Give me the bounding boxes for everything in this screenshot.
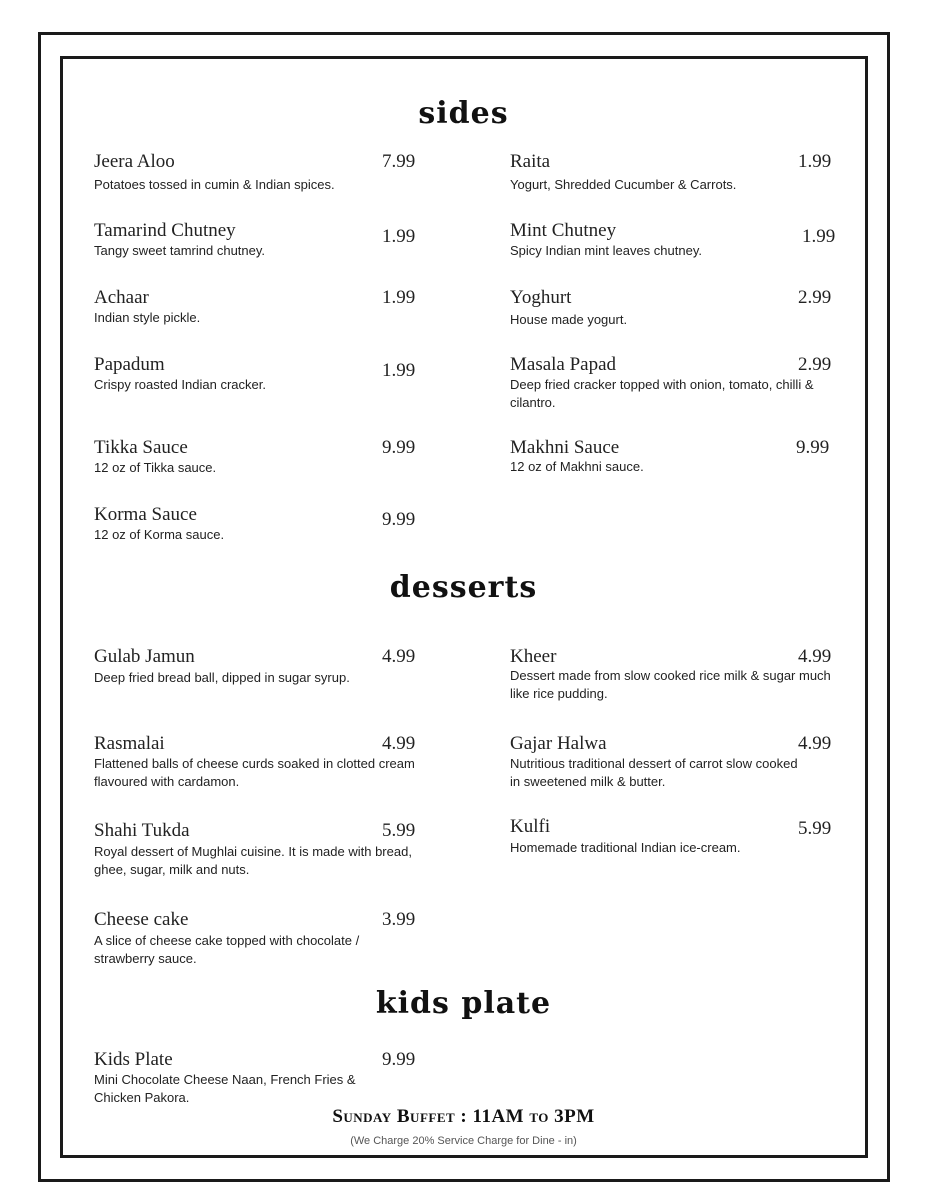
item-price: 1.99 xyxy=(798,151,832,172)
item-description: Indian style pickle. xyxy=(94,310,201,325)
item-description: Potatoes tossed in cumin & Indian spices. xyxy=(94,177,335,192)
item-name: Raita xyxy=(510,151,551,172)
kids-plate-heading: kids plate xyxy=(375,986,552,1021)
item-price: 1.99 xyxy=(382,360,416,381)
item-price: 1.99 xyxy=(802,226,836,247)
item-description: Deep fried bread ball, dipped in sugar syrup. xyxy=(94,670,350,685)
item-name: Achaar xyxy=(94,287,149,308)
item-price: 9.99 xyxy=(382,509,416,530)
item-description: 12 oz of Korma sauce. xyxy=(94,527,225,542)
item-price: 9.99 xyxy=(796,437,830,458)
service-charge-note: (We Charge 20% Service Charge for Dine - in) xyxy=(350,1135,577,1147)
sides-heading: sides xyxy=(418,96,509,131)
item-price: 1.99 xyxy=(382,226,416,247)
item-name: Mint Chutney xyxy=(510,220,617,241)
item-description: Spicy Indian mint leaves chutney. xyxy=(510,243,702,258)
item-name: Shahi Tukda xyxy=(94,820,190,841)
item-price: 3.99 xyxy=(382,909,416,930)
item-name: Gulab Jamun xyxy=(94,646,195,667)
item-name: Korma Sauce xyxy=(94,504,197,525)
item-description: House made yogurt. xyxy=(510,312,628,327)
item-name: Makhni Sauce xyxy=(510,437,620,458)
item-name: Cheese cake xyxy=(94,909,189,930)
item-price: 4.99 xyxy=(382,646,416,667)
item-name: Masala Papad xyxy=(510,354,617,375)
item-name: Kulfi xyxy=(510,816,551,837)
item-name: Kheer xyxy=(510,646,557,667)
item-name: Papadum xyxy=(94,354,165,375)
item-description: Nutritious traditional dessert of carrot slow cooked in sweetened milk & butter. xyxy=(510,756,798,789)
item-price: 4.99 xyxy=(798,733,832,754)
item-description: Dessert made from slow cooked rice milk & sugar much like rice pudding. xyxy=(510,668,831,701)
item-description: Mini Chocolate Cheese Naan, French Fries & Chicken Pakora. xyxy=(94,1072,356,1105)
item-price: 1.99 xyxy=(382,287,416,308)
item-name: Rasmalai xyxy=(94,733,165,754)
item-price: 9.99 xyxy=(382,437,416,458)
item-price: 7.99 xyxy=(382,151,416,172)
item-description: Royal dessert of Mughlai cuisine. It is made with bread, ghee, sugar, milk and nuts. xyxy=(94,844,412,877)
item-price: 2.99 xyxy=(798,354,832,375)
item-name: Tamarind Chutney xyxy=(94,220,236,241)
item-price: 9.99 xyxy=(382,1049,416,1070)
item-name: Jeera Aloo xyxy=(94,151,175,172)
item-name: Yoghurt xyxy=(510,287,572,308)
item-price: 5.99 xyxy=(798,818,832,839)
item-price: 2.99 xyxy=(798,287,832,308)
desserts-heading: desserts xyxy=(389,570,538,605)
item-name: Kids Plate xyxy=(94,1049,173,1070)
item-description: A slice of cheese cake topped with chocolate / strawberry sauce. xyxy=(94,933,360,966)
item-price: 4.99 xyxy=(382,733,416,754)
item-description: 12 oz of Tikka sauce. xyxy=(94,460,217,475)
item-name: Tikka Sauce xyxy=(94,437,188,458)
item-name: Gajar Halwa xyxy=(510,733,607,754)
item-description: Flattened balls of cheese curds soaked in clotted cream flavoured with cardamon. xyxy=(94,756,415,789)
item-description: Tangy sweet tamrind chutney. xyxy=(94,243,266,258)
item-description: Homemade traditional Indian ice-cream. xyxy=(510,840,741,855)
item-description: Deep fried cracker topped with onion, tomato, chilli & cilantro. xyxy=(510,377,814,410)
item-description: Crispy roasted Indian cracker. xyxy=(94,377,266,392)
item-price: 4.99 xyxy=(798,646,832,667)
sunday-buffet-banner: Sunday Buffet : 11AM to 3PM xyxy=(332,1106,595,1127)
item-price: 5.99 xyxy=(382,820,416,841)
item-description: Yogurt, Shredded Cucumber & Carrots. xyxy=(510,177,737,192)
item-description: 12 oz of Makhni sauce. xyxy=(510,459,644,474)
